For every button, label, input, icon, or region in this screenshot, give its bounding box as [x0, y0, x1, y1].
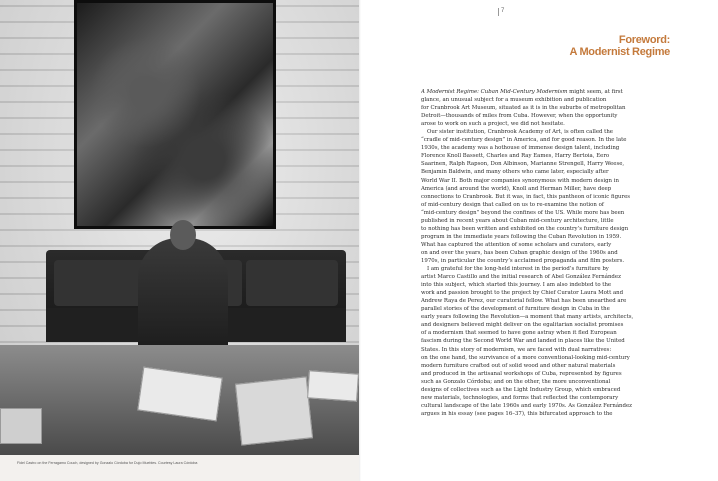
body-line: World War II. Both major companies synonymous with modern design in — [421, 177, 619, 184]
body-line: early years following the Revolution—a moment that many artists, architects, — [421, 314, 634, 321]
body-text — [421, 88, 681, 418]
abstract-painting — [74, 0, 276, 229]
body-line: Our sister institution, Cranbrook Academy of Art, is often called the — [427, 129, 614, 136]
body-line: cultural landscape of the late 1960s and early 1970s. As González Fernández — [421, 402, 632, 409]
body-line: “cradle of mid-century design” in America, and for good reason. In the late — [421, 137, 627, 144]
body-line: modern furniture crafted out of solid wood and other natural materials — [421, 362, 616, 369]
body-line: to nothing has been written and exhibited on the country’s furniture design — [421, 225, 629, 232]
body-line: designs of collectives such as the Light Industry Group, which embraced — [421, 386, 621, 393]
body-line: Benjamin Baldwin, and many others who came later, especially after — [421, 169, 609, 176]
couch-cushion — [54, 260, 146, 306]
body-line: Andrew Raya de Perez, our curatorial fellow. What has been unearthed are — [421, 298, 627, 305]
seated-person — [138, 238, 228, 358]
body-line: and designers believed might deliver on the egalitarian socialist promises — [421, 322, 624, 329]
body-line: work and passion brought to the project by Chief Curator Laura Mott and — [421, 290, 624, 297]
body-line: of a modernism that seemed to have gone astray when it fled European — [421, 330, 617, 337]
lead-title: A Modernist Regime: Cuban Mid-Century Modernism — [421, 89, 568, 95]
body-line: 1970s, in particular the country’s acclaimed propaganda and film posters. — [421, 257, 625, 264]
body-line: 1930s, the academy was a hothouse of immense design talent, including — [421, 145, 620, 152]
body-line: arose to work on such a project, we did not hesitate. — [421, 121, 565, 128]
body-line: glance, an unusual subject for a museum exhibition and publication — [421, 97, 607, 104]
body-line: America (and around the world), Knoll and Herman Miller, have deep — [421, 185, 612, 192]
body-line: into this subject, which started this journey. I am also indebted to the — [421, 282, 612, 289]
body-line: of mid-century design that called on us to re-examine the notion of — [421, 201, 604, 208]
photo-caption: Fidel Castro on the Ferragamo Couch, designed by Gonzalo Córdoba for Dujo Muebles. Courtesy Laura Córdoba — [17, 461, 198, 465]
body-line: program in the immediate years following the Cuban Revolution in 1959. — [421, 233, 622, 240]
heading-line-2: A Modernist Regime — [569, 46, 670, 58]
body-line: argues in his essay (see pages 16–37), this bifurcated approach to the — [421, 410, 613, 417]
chapter-heading — [540, 34, 670, 58]
body-line: What has captured the attention of some scholars and curators, early — [421, 241, 612, 248]
body-line: on the one hand, the survivance of a more conventional-looking mid-century — [421, 354, 630, 361]
body-line: “mid-century design” beyond the confines of the US. While more has been — [421, 209, 625, 216]
body-line: new materials, technologies, and forms that reflected the contemporary — [421, 394, 619, 401]
photograph — [0, 0, 359, 455]
person-head — [170, 220, 196, 250]
body-line: such as Gonzalo Córdoba; and on the other, the more unconventional — [421, 378, 611, 385]
body-line: parallel stories of the development of furniture design in Cuba in the — [421, 306, 610, 313]
body-line: fascism during the Second World War and landed in places like the United — [421, 338, 625, 345]
body-line: A Modernist Regime: Cuban Mid-Century Modernism might seem, at first — [421, 89, 623, 95]
body-line: published in recent years about Cuban mid-century architecture, little — [421, 217, 614, 224]
page-number: 7 — [498, 8, 504, 16]
body-line: on and over the years, has been Cuban graphic design of the 1960s and — [421, 249, 618, 256]
magazine — [0, 408, 42, 444]
heading-line-1: Foreword: — [618, 34, 670, 46]
page-gutter — [359, 0, 361, 481]
magazine — [235, 376, 313, 445]
body-line: artist Marco Castillo and the initial research of Abel González Fernández — [421, 274, 621, 281]
body-line: Saarinen, Ralph Rapson, Don Albinson, Marianne Strengell, Harry Weese, — [421, 161, 625, 168]
body-line: I am grateful for the long-held interest in the period’s furniture by — [427, 266, 609, 273]
magazine — [307, 370, 359, 401]
couch-cushion — [246, 260, 338, 306]
body-line: and produced in the artisanal workshops of Cuba, represented by figures — [421, 370, 622, 377]
body-line: Detroit—thousands of miles from Cuba. However, when the opportunity — [421, 113, 618, 120]
body-line: for Cranbrook Art Museum, situated as it is in the suburbs of metropolitan — [421, 105, 626, 112]
body-line: States. In this story of modernism, we are faced with dual narratives: — [421, 346, 612, 353]
body-line: Florence Knoll Bassett, Charles and Ray Eames, Harry Bertoia, Eero — [421, 153, 610, 160]
body-line: connections to Cranbrook. But it was, in fact, this pantheon of iconic figures — [421, 193, 631, 200]
